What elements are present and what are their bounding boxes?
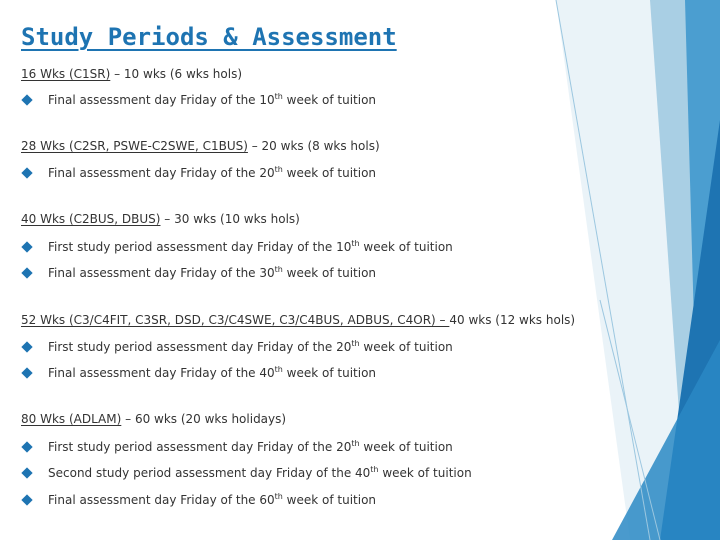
item-ordinal: th bbox=[274, 92, 283, 101]
item-prefix: Final assessment day Friday of the 60 bbox=[48, 493, 275, 507]
page-title: Study Periods & Assessment bbox=[21, 23, 397, 51]
item-ordinal: th bbox=[274, 365, 283, 374]
item-ordinal: th bbox=[274, 492, 283, 501]
item-ordinal: th bbox=[351, 339, 360, 348]
item-prefix: First study period assessment day Friday of the 20 bbox=[48, 440, 352, 454]
section-heading bbox=[21, 138, 380, 154]
section-code: 52 Wks (C3/C4FIT, C3SR, DSD, C3/C4SWE, C3/C4BUS, ADBUS, C4OR) – bbox=[21, 313, 450, 327]
item-suffix: week of tuition bbox=[282, 493, 377, 507]
item-suffix: week of tuition bbox=[282, 366, 377, 380]
item-prefix: Second study period assessment day Friday of the 40 bbox=[48, 466, 371, 480]
section-code: 80 Wks (ADLAM) bbox=[21, 412, 122, 426]
item-ordinal: th bbox=[274, 265, 283, 274]
item-prefix: Final assessment day Friday of the 40 bbox=[48, 366, 275, 380]
section-heading bbox=[21, 312, 575, 328]
section-detail: – 30 wks (10 wks hols) bbox=[160, 212, 300, 226]
section-detail: – 10 wks (6 wks hols) bbox=[110, 67, 243, 81]
item-ordinal: th bbox=[370, 465, 379, 474]
item-ordinal: th bbox=[351, 439, 360, 448]
section-code: 16 Wks (C1SR) bbox=[21, 67, 111, 81]
section-heading bbox=[21, 66, 242, 82]
section-detail: – 60 wks (20 wks holidays) bbox=[121, 412, 287, 426]
section-heading bbox=[21, 411, 286, 427]
item-prefix: First study period assessment day Friday of the 10 bbox=[48, 240, 352, 254]
item-suffix: week of tuition bbox=[282, 266, 377, 280]
item-suffix: week of tuition bbox=[359, 340, 453, 354]
section-detail: – 20 wks (8 wks hols) bbox=[247, 139, 380, 153]
item-ordinal: th bbox=[351, 239, 360, 248]
section-heading bbox=[21, 211, 300, 227]
item-suffix: week of tuition bbox=[378, 466, 472, 480]
item-suffix: week of tuition bbox=[282, 166, 377, 180]
item-suffix: week of tuition bbox=[282, 93, 377, 107]
item-prefix: Final assessment day Friday of the 30 bbox=[48, 266, 275, 280]
section-code: 40 Wks (C2BUS, DBUS) bbox=[21, 212, 161, 226]
item-suffix: week of tuition bbox=[359, 240, 453, 254]
section-detail: 40 wks (12 wks hols) bbox=[449, 313, 576, 327]
item-ordinal: th bbox=[274, 165, 283, 174]
item-prefix: Final assessment day Friday of the 10 bbox=[48, 93, 275, 107]
item-prefix: First study period assessment day Friday of the 20 bbox=[48, 340, 352, 354]
section-code: 28 Wks (C2SR, PSWE-C2SWE, C1BUS) bbox=[21, 139, 248, 153]
item-suffix: week of tuition bbox=[359, 440, 453, 454]
item-prefix: Final assessment day Friday of the 20 bbox=[48, 166, 275, 180]
